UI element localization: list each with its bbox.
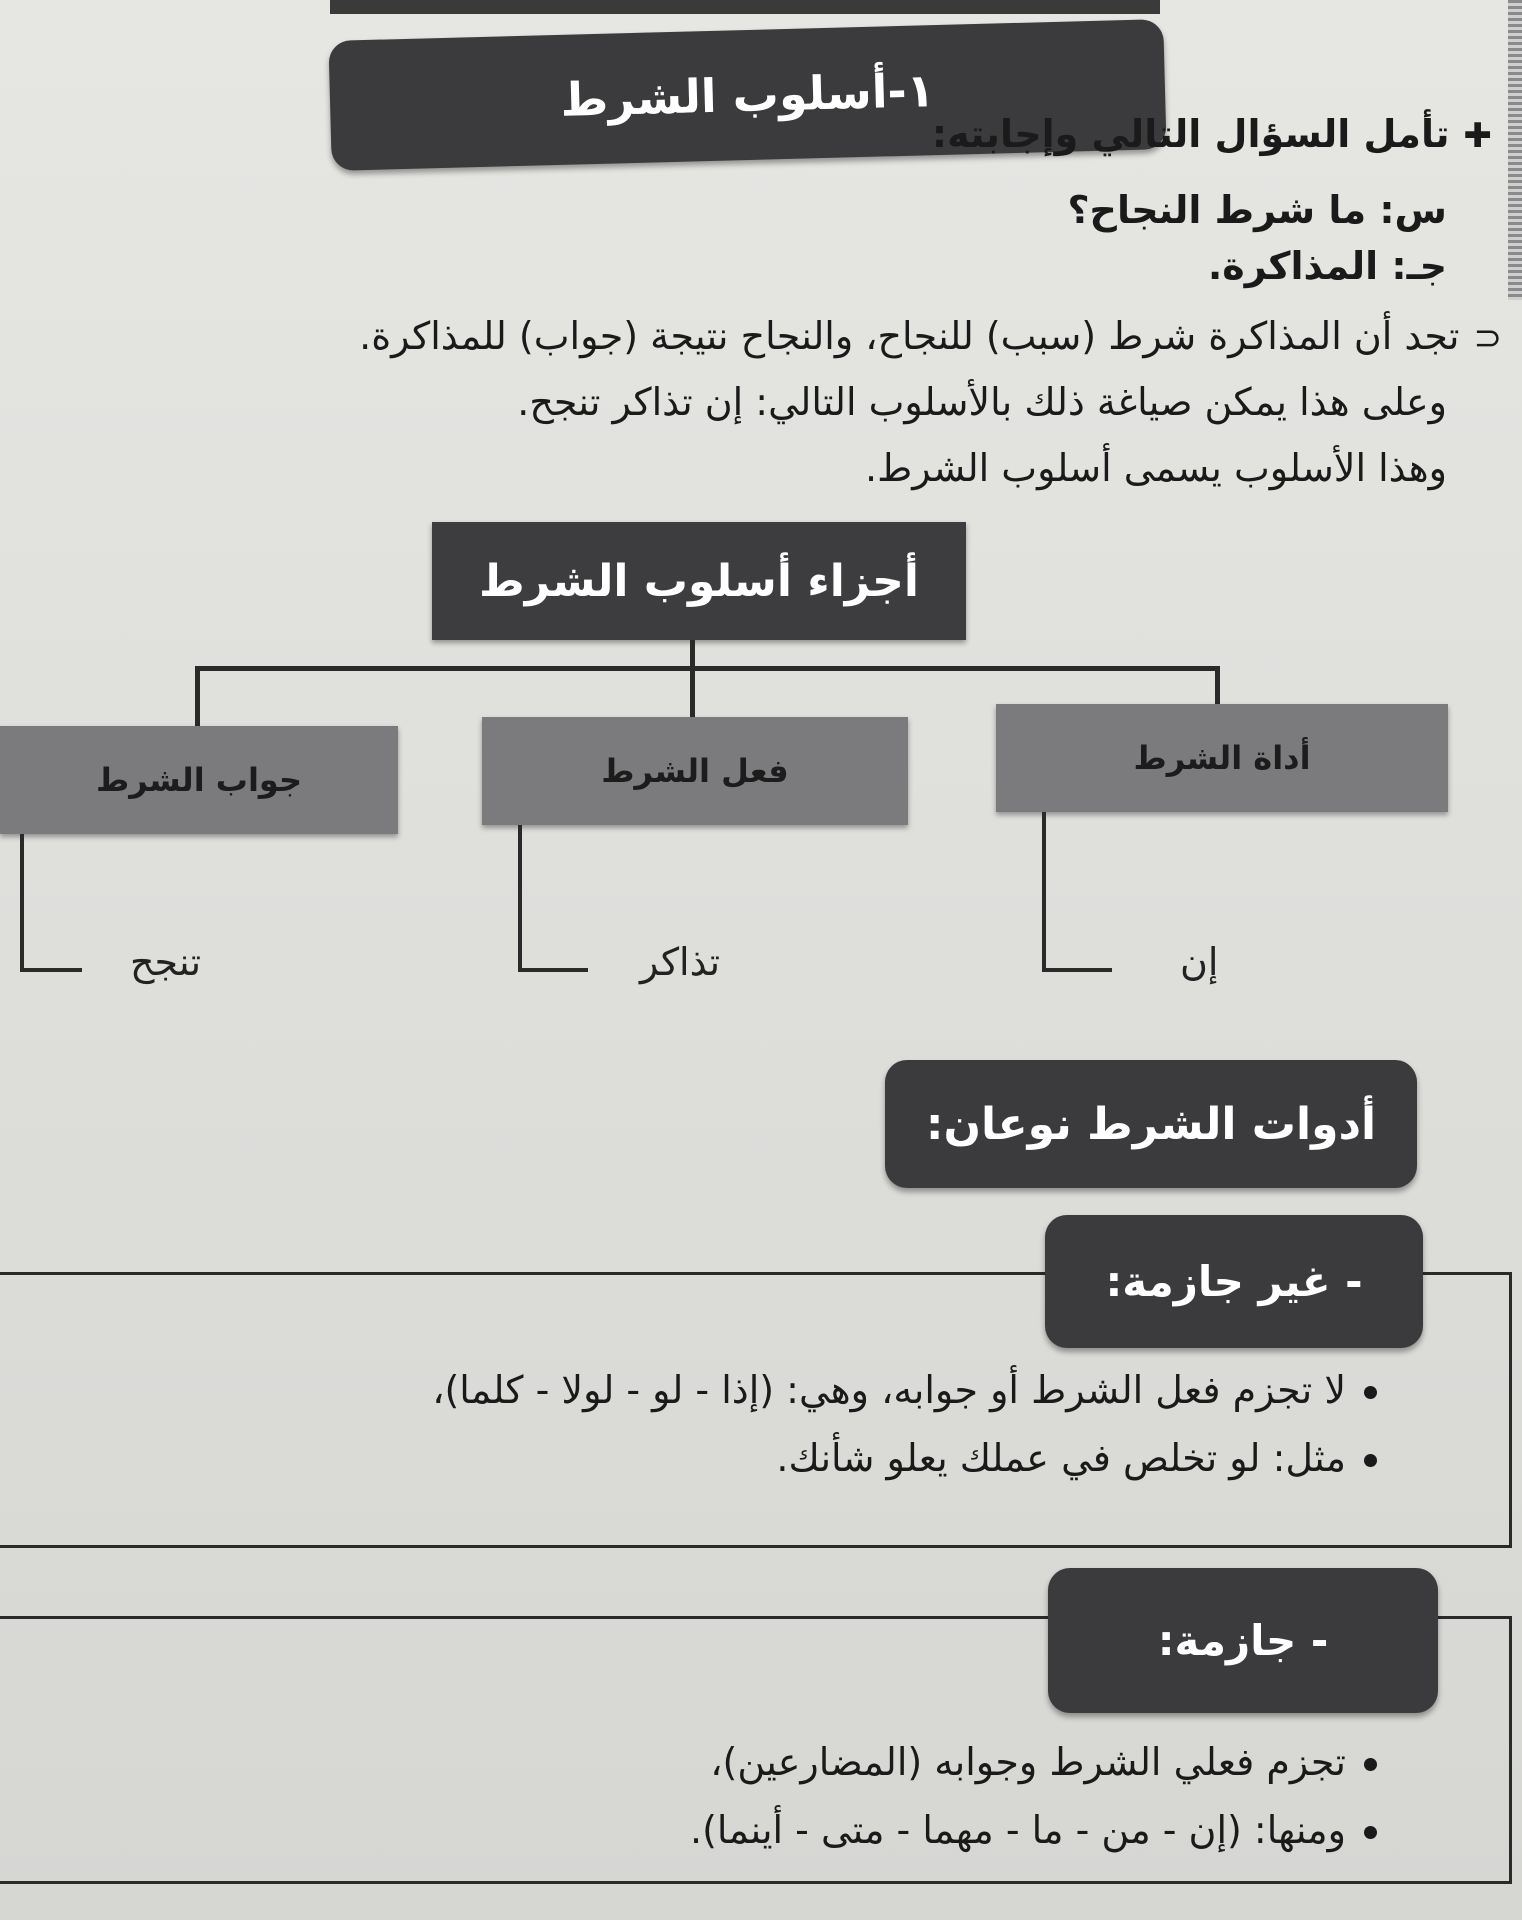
right-drop: [1215, 666, 1220, 706]
jazm-heading: - جازمة:: [1048, 1568, 1438, 1713]
adat-branch-foot: [1042, 968, 1112, 972]
horizontal-connector: [195, 666, 1220, 671]
adat-branch: [1042, 812, 1046, 972]
explanation-line-3: وهذا الأسلوب يسمى أسلوب الشرط.: [865, 446, 1447, 490]
bullet-icon: [1364, 1758, 1377, 1771]
bullet-text: تجزم فعلي الشرط وجوابه (المضارعين)،: [710, 1740, 1346, 1784]
explanation-line-2: وعلى هذا يمكن صياغة ذلك بالأسلوب التالي: إن تذاكر تنجح.: [517, 380, 1447, 424]
jawab-branch-foot: [20, 968, 82, 972]
bullet-icon: [1364, 1826, 1377, 1839]
plus-marker-icon: ✚: [1463, 116, 1492, 156]
section-title: ١-أسلوب الشرط: [328, 19, 1166, 171]
diagram-root: أجزاء أسلوب الشرط: [432, 522, 966, 640]
bullet-text: ومنها: (إن - من - ما - مهما - متى - أينما).: [690, 1808, 1346, 1852]
jawab-branch: [20, 834, 24, 972]
bullet-icon: [1364, 1454, 1377, 1467]
jawab-example: تنجح: [130, 940, 202, 984]
answer-line: جـ: المذاكرة.: [1207, 244, 1447, 288]
jazm-bullet-2: [690, 1808, 1377, 1852]
part-adat: أداة الشرط: [996, 704, 1448, 812]
explanation-text-1: تجد أن المذاكرة شرط (سبب) للنجاح، والنجاح نتيجة (جواب) للمذاكرة.: [359, 314, 1460, 358]
part-fil: فعل الشرط: [482, 717, 908, 825]
explanation-line-1: [359, 314, 1502, 358]
non-jazm-bullet-2: [776, 1436, 1377, 1480]
fil-example: تذاكر: [640, 940, 721, 984]
non-jazm-bullet-1: [432, 1368, 1377, 1412]
left-drop: [195, 666, 200, 728]
page-edge: [1508, 0, 1522, 300]
instruction-text: تأمل السؤال التالي وإجابته:: [931, 112, 1450, 156]
types-heading: أدوات الشرط نوعان:: [885, 1060, 1417, 1188]
question-line: س: ما شرط النجاح؟: [1067, 188, 1447, 232]
c-marker-icon: ⊂: [1473, 318, 1502, 358]
adat-example: إن: [1180, 940, 1219, 984]
intro-instruction: [932, 112, 1492, 156]
top-strip: [330, 0, 1160, 14]
fil-branch: [518, 825, 522, 972]
part-jawab: جواب الشرط: [0, 726, 398, 834]
non-jazm-heading: - غير جازمة:: [1045, 1215, 1423, 1348]
jazm-bullet-1: [710, 1740, 1377, 1784]
root-connector: [690, 640, 695, 720]
bullet-icon: [1364, 1386, 1377, 1399]
bullet-text: لا تجزم فعل الشرط أو جوابه، وهي: (إذا - لو - لولا - كلما)،: [432, 1368, 1346, 1412]
fil-branch-foot: [518, 968, 588, 972]
bullet-text: مثل: لو تخلص في عملك يعلو شأنك.: [776, 1436, 1346, 1480]
